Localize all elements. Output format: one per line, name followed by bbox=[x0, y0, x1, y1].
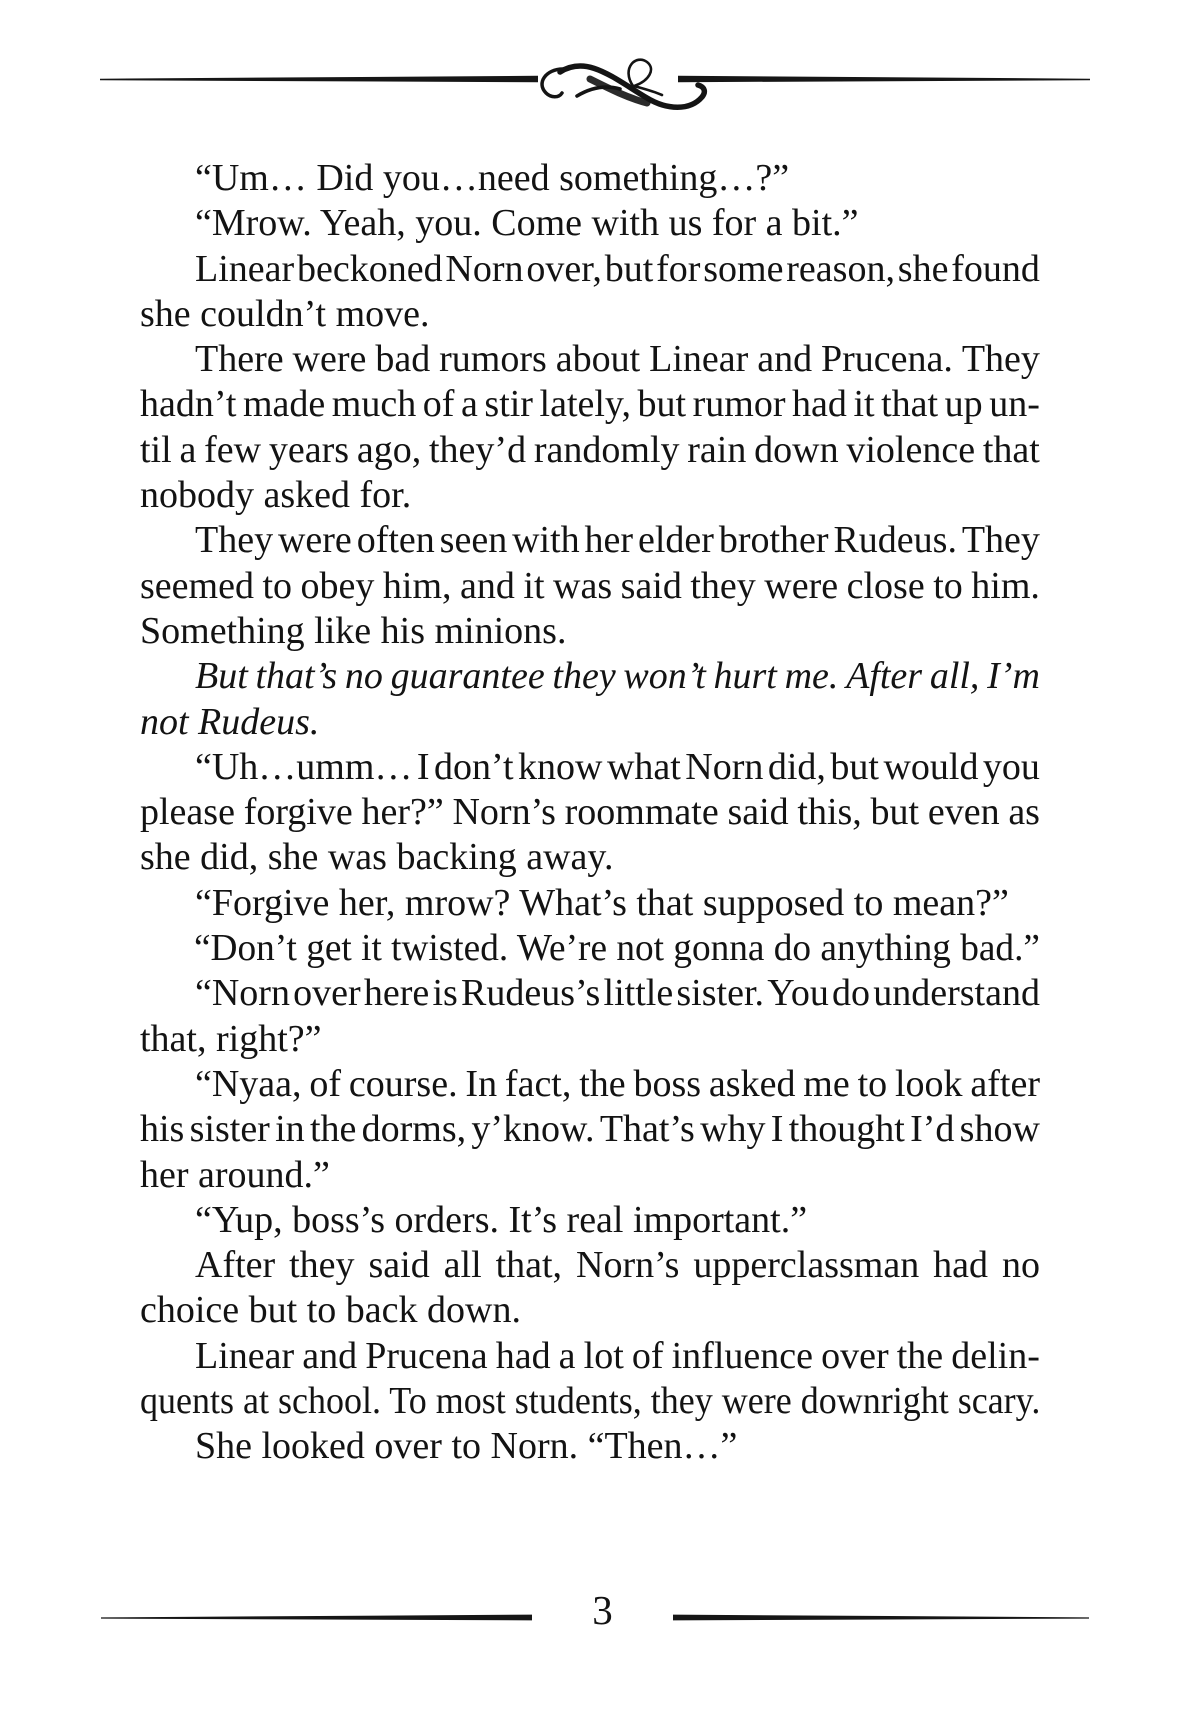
paragraph bbox=[140, 881, 1040, 926]
paragraph bbox=[140, 201, 1040, 246]
text-line: she did, she was backing away. bbox=[140, 836, 614, 879]
paragraph bbox=[140, 156, 1040, 201]
paragraph bbox=[140, 926, 1040, 971]
text-line: Something like his minions. bbox=[140, 609, 567, 652]
paragraph bbox=[140, 1198, 1040, 1243]
text-line: she couldn’t move. bbox=[140, 292, 430, 335]
text-line: that, right?” bbox=[140, 1017, 322, 1060]
text-line: But that’s no guarantee they won’t hurt me. After all, I’m bbox=[195, 655, 1040, 698]
paragraph bbox=[140, 971, 1040, 1062]
text-line: til a few years ago, they’d randomly rain down violence that bbox=[140, 428, 1040, 471]
text-line: not Rudeus. bbox=[140, 700, 320, 743]
paragraph bbox=[140, 337, 1040, 518]
page-number: 3 bbox=[592, 1587, 613, 1633]
text-line: hadn’t made much of a stir lately, but rumor had it that up un- bbox=[140, 383, 1040, 426]
flourish-swirl-icon bbox=[542, 60, 704, 108]
text-line: They were often seen with her elder brother Rudeus. They bbox=[195, 519, 1040, 562]
text-block bbox=[140, 156, 1040, 1470]
text-line: nobody asked for. bbox=[140, 474, 412, 517]
text-line: please forgive her?” Norn’s roommate said this, but even as bbox=[140, 791, 1040, 834]
text-line: She looked over to Norn. “Then…” bbox=[195, 1425, 738, 1468]
text-line: “Uh…umm… I don’t know what Norn did, but would you bbox=[195, 745, 1040, 788]
text-line: Linear beckoned Norn over, but for some reason, she found bbox=[195, 247, 1040, 290]
text-line: her around.” bbox=[140, 1153, 330, 1196]
text-line: “Norn over here is Rudeus’s little sister. You do understand bbox=[195, 972, 1040, 1015]
text-line: There were bad rumors about Linear and Prucena. They bbox=[195, 338, 1040, 381]
text-line: choice but to back down. bbox=[140, 1289, 521, 1332]
paragraph bbox=[140, 1424, 1040, 1469]
text-line: After they said all that, Norn’s upperclassman had no bbox=[195, 1244, 1040, 1287]
text-line: seemed to obey him, and it was said they were close to him. bbox=[140, 564, 1040, 607]
paragraph bbox=[140, 518, 1040, 654]
text-line: “Forgive her, mrow? What’s that supposed to mean?” bbox=[195, 881, 1009, 924]
paragraph-italic bbox=[140, 654, 1040, 745]
text-line: “Don’t get it twisted. We’re not gonna do anything bad.” bbox=[193, 927, 1040, 970]
text-line: Linear and Prucena had a lot of influence over the delin- bbox=[195, 1334, 1040, 1377]
text-line: “Um… Did you…need something…?” bbox=[195, 157, 790, 199]
text-line: “Nyaa, of course. In fact, the boss asked me to look after bbox=[195, 1062, 1040, 1105]
text-line: “Mrow. Yeah, you. Come with us for a bit.” bbox=[195, 202, 859, 245]
paragraph bbox=[140, 247, 1040, 338]
tapered-rule-right-icon bbox=[678, 76, 1090, 82]
tapered-rule-left-icon bbox=[100, 76, 538, 82]
text-line: “Yup, boss’s orders. It’s real important.” bbox=[195, 1198, 808, 1241]
paragraph bbox=[140, 1243, 1040, 1334]
tapered-rule-left-icon bbox=[101, 1615, 532, 1621]
text-line: quents at school. To most students, they were downright scary. bbox=[140, 1380, 1041, 1423]
paragraph bbox=[140, 745, 1040, 881]
text-line: his sister in the dorms, y’know. That’s why I thought I’d show bbox=[140, 1108, 1040, 1151]
tapered-rule-right-icon bbox=[673, 1615, 1089, 1621]
paragraph bbox=[140, 1062, 1040, 1198]
header-flourish-ornament bbox=[100, 53, 1090, 115]
paragraph bbox=[140, 1334, 1040, 1425]
